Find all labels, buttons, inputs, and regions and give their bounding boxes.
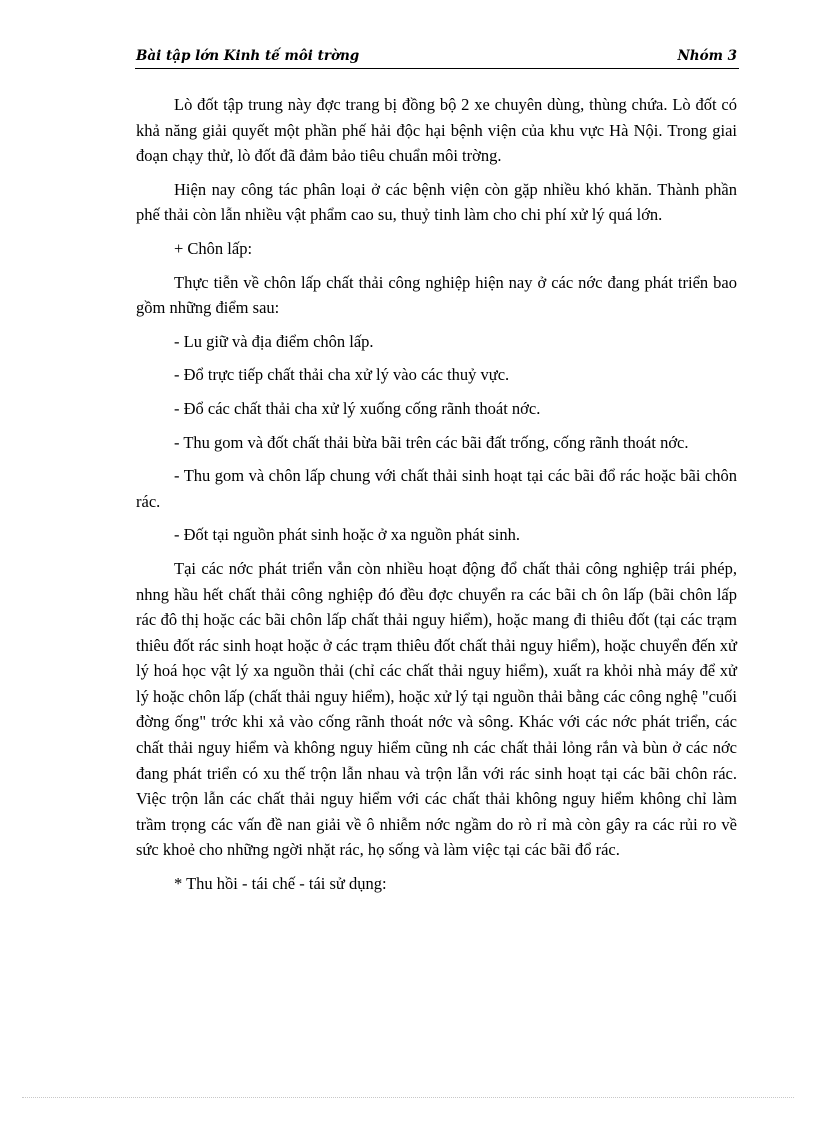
header-title: Bài tập lớn Kinh tế môi trờng bbox=[136, 48, 360, 64]
page-header bbox=[135, 48, 739, 69]
list-item: - Thu gom và chôn lấp chung với chất thải sinh hoạt tại các bãi đổ rác hoặc bãi chôn rác. bbox=[136, 466, 737, 511]
section-heading: * Thu hồi - tái chế - tái sử dụng: bbox=[174, 874, 387, 894]
paragraph: Thực tiễn về chôn lấp chất thải công nghiệp hiện nay ở các nớc đang phát triển bao gồm những điểm sau: bbox=[136, 272, 737, 318]
header-group: Nhóm 3 bbox=[677, 48, 737, 64]
paragraph: Lò đốt tập trung này đợc trang bị đồng bộ 2 xe chuyên dùng, thùng chứa. Lò đốt có khả năng giải quyết một phần phế hải độc hại bệnh viện của khu vực Hà Nội. Trong giai đoạn chạy thử, lò đốt đã đảm bảo tiêu chuẩn môi trờng. bbox=[136, 95, 737, 166]
list-item: - Thu gom và đốt chất thải bừa bãi trên các bãi đất trống, cống rãnh thoát nớc. bbox=[174, 432, 689, 452]
paragraph: Tại các nớc phát triển vẫn còn nhiều hoạt động đổ chất thải công nghiệp trái phép, nhng hầu hết chất thải công nghiệp đó đều đợc chuyển ra các bãi ch ôn lấp (bãi chôn lấp rác đô thị hoặc các bãi chôn lấp chất thải nguy hiểm), hoặc mang đi thiêu đốt (tại các trạm thiêu đốt rác sinh hoạt hoặc ở các trạm thiêu đốt chất thải nguy hiểm), hoặc chuyển đến xử lý hoá học vật lý xa nguồn thải (chỉ các chất thải nguy hiểm), xuất ra khỏi nhà máy để xử lý hoặc chôn lấp (chất thải nguy hiểm), hoặc xử lý tại nguồn thải bằng các công nghệ "cuối đờng ống" trớc khi xả vào cống rãnh thoát nớc và sông. Khác với các nớc phát triển, các chất thải nguy hiểm và không nguy hiểm cũng nh các chất thải lỏng rắn và bùn ở các nớc đang phát triển có xu thế trộn lẫn nhau và trộn lẫn với rác sinh hoạt tại các bãi chôn rác. Việc trộn lẫn các chất thải nguy hiểm với các chất thải không nguy hiểm không chỉ làm trầm trọng các vấn đề nan giải về ô nhiễm nớc ngầm do rò rỉ mà còn gây ra các rủi ro về sức khoẻ cho những ngời nhặt rác, họ sống và làm việc tại các bãi đổ rác. bbox=[136, 558, 737, 860]
section-heading: + Chôn lấp: bbox=[174, 238, 253, 258]
document-body bbox=[136, 92, 737, 905]
page-bottom-divider bbox=[22, 1097, 794, 1098]
list-item: - Đổ các chất thải cha xử lý xuống cống rãnh thoát nớc. bbox=[174, 398, 541, 418]
list-item: - Đốt tại nguồn phát sinh hoặc ở xa nguồn phát sinh. bbox=[174, 525, 521, 545]
list-item: - Lu giữ và địa điểm chôn lấp. bbox=[174, 331, 374, 351]
list-item: - Đổ trực tiếp chất thải cha xử lý vào các thuỷ vực. bbox=[174, 365, 510, 385]
paragraph: Hiện nay công tác phân loại ở các bệnh viện còn gặp nhiều khó khăn. Thành phần phế thải còn lẫn nhiều vật phẩm cao su, thuỷ tinh làm cho chi phí xử lý quá lớn. bbox=[136, 179, 737, 225]
